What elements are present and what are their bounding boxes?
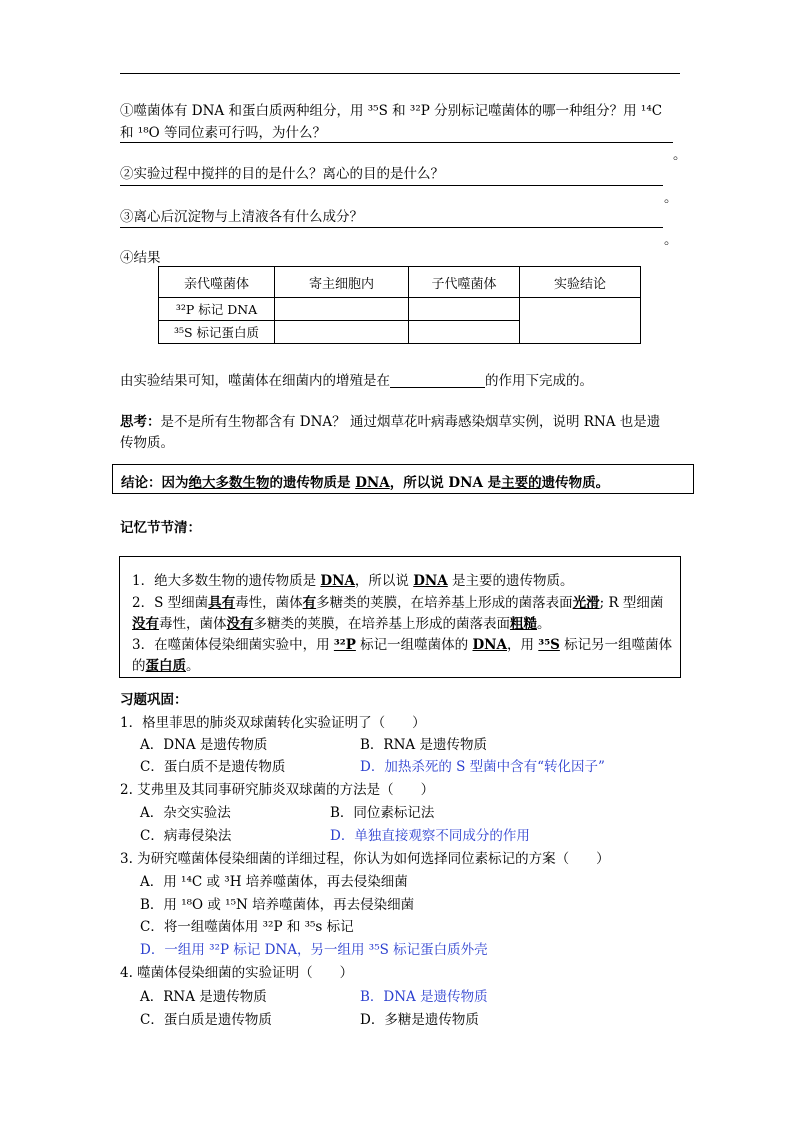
table-cell: [520, 298, 641, 344]
table-cell: [409, 298, 520, 321]
table-header: 子代噬菌体: [409, 267, 520, 298]
result-conclusion-text: 由实验结果可知，噬菌体在细菌内的增殖是在: [120, 373, 390, 389]
memory-text: 多糖类的荚膜，在培养基上形成的菌落表面: [316, 595, 573, 611]
memory-text: 。: [186, 658, 200, 674]
think-label: 思考：: [120, 414, 161, 430]
question-2: ②实验过程中搅拌的目的是什么？离心的目的是什么？: [120, 166, 444, 182]
header-rule: [120, 73, 680, 74]
memory-line-1: [132, 569, 574, 589]
conclusion-part: ，所以说 DNA 是: [389, 475, 502, 491]
answer-line-2-period: 。: [664, 190, 678, 206]
exercise-1: 1．格里菲思的肺炎双球菌转化实验证明了（ ）: [120, 715, 426, 731]
question-4-label: ④结果: [120, 250, 161, 266]
memory-text: 1．绝大多数生物的遗传物质是: [132, 573, 321, 589]
think-line-2: 传物质。: [120, 435, 174, 451]
memory-line-2: [132, 591, 663, 611]
exercise-2-option-c: C．病毒侵染法: [140, 828, 232, 844]
table-row-label: ³⁵S 标记蛋白质: [159, 321, 275, 344]
exercise-2: 2. 艾弗里及其同事研究肺炎双球菌的方法是（ ）: [120, 782, 435, 798]
memory-text: 毒性，菌体: [159, 616, 227, 632]
conclusion-underline: 主要的: [501, 475, 542, 491]
table-cell: [275, 321, 409, 344]
memory-key: 没有: [226, 616, 254, 632]
conclusion-part: 的遗传物质是: [269, 475, 356, 491]
memory-text: ，所以说: [354, 573, 414, 589]
conclusion-underline: 绝大多数生物: [188, 475, 270, 491]
exercises-title: 习题巩固：: [120, 692, 188, 708]
conclusion-part: 遗传物质。: [541, 475, 610, 491]
exercise-1-option-a: A．DNA 是遗传物质: [140, 737, 268, 753]
memory-text: 是主要的遗传物质。: [447, 573, 574, 589]
memory-line-4: [132, 633, 672, 653]
memory-text: ; R 型细菌: [599, 595, 664, 611]
exercise-4-option-a: A．RNA 是遗传物质: [140, 989, 267, 1005]
exercise-1-option-c: C．蛋白质不是遗传物质: [140, 759, 286, 775]
answer-line-1-period: 。: [673, 147, 687, 163]
answer-line-3: [120, 227, 663, 228]
result-conclusion: [120, 369, 593, 389]
table-cell: [409, 321, 520, 344]
conclusion-text: [121, 471, 609, 491]
exercise-3-option-a: A．用 ¹⁴C 或 ³H 培养噬菌体，再去侵染细菌: [140, 874, 408, 890]
memory-text: 2．S 型细菌: [132, 595, 209, 611]
table-header: 亲代噬菌体: [159, 267, 275, 298]
question-1-line-1: ①噬菌体有 DNA 和蛋白质两种组分，用 ³⁵S 和 ³²P 分别标记噬菌体的哪一种组分？用 ¹⁴C: [120, 103, 663, 119]
exercise-3-option-d: D．一组用 ³²P 标记 DNA，另一组用 ³⁵S 标记蛋白质外壳: [140, 942, 488, 958]
memory-key: ³²P: [333, 637, 356, 653]
exercise-4-option-c: C．蛋白质是遗传物质: [140, 1012, 272, 1028]
result-conclusion-text: 的作用下完成的。: [485, 373, 593, 389]
answer-line-1: [120, 142, 673, 143]
memory-text: 标记另一组噬菌体: [559, 637, 673, 653]
memory-text: 毒性，菌体: [235, 595, 303, 611]
memory-text: 多糖类的荚膜，在培养基上形成的菌落表面: [253, 616, 510, 632]
exercise-1-option-b: B．RNA 是遗传物质: [360, 737, 487, 753]
memory-text: 3．在噬菌体侵染细菌实验中，用: [132, 637, 334, 653]
exercise-2-option-d: D．单独直接观察不同成分的作用: [330, 828, 530, 844]
table-row-label: ³²P 标记 DNA: [159, 298, 275, 321]
memory-key: 没有: [132, 616, 159, 632]
exercise-4-option-b: B．DNA 是遗传物质: [360, 989, 488, 1005]
memory-text: ，用: [507, 637, 539, 653]
conclusion-part: 结论：因为: [121, 475, 189, 491]
table-header: 寄主细胞内: [275, 267, 409, 298]
memory-key: DNA: [472, 637, 507, 653]
exercise-3-option-b: B．用 ¹⁸O 或 ¹⁵N 培养噬菌体，再去侵染细菌: [140, 897, 415, 913]
fill-blank: [390, 373, 485, 388]
memory-key: 粗糙: [510, 616, 537, 632]
exercise-3: 3. 为研究噬菌体侵染细菌的详细过程，你认为如何选择同位素标记的方案（ ）: [120, 851, 610, 867]
memory-text: 。: [537, 616, 551, 632]
think-text: 是不是所有生物都含有 DNA？ 通过烟草花叶病毒感染烟草实例，说明 RNA 也是遗: [160, 414, 661, 430]
exercise-4-option-d: D．多糖是遗传物质: [360, 1012, 479, 1028]
conclusion-underline: DNA: [355, 475, 390, 491]
exercise-2-option-a: A．杂交实验法: [140, 805, 231, 821]
think-line-1: [120, 410, 660, 430]
table-header: 实验结论: [520, 267, 641, 298]
answer-line-2: [120, 185, 663, 186]
memory-key: ³⁵S: [538, 637, 560, 653]
memory-key: 有: [302, 595, 317, 611]
exercise-4: 4. 噬菌体侵染细菌的实验证明（ ）: [120, 965, 354, 981]
memory-key: 光滑: [572, 595, 600, 611]
exercise-2-option-b: B．同位素标记法: [330, 805, 435, 821]
memory-key: 蛋白质: [145, 658, 186, 674]
question-1-line-2: 和 ¹⁸O 等同位素可行吗，为什么？: [120, 125, 326, 141]
exercise-1-option-d: D．加热杀死的 S 型菌中含有“转化因子”: [360, 759, 605, 775]
memory-key: 具有: [208, 595, 236, 611]
table-cell: [275, 298, 409, 321]
memory-title: 记忆节节清：: [120, 520, 201, 536]
memory-text: 标记一组噬菌体的: [355, 637, 473, 653]
memory-key: DNA: [320, 573, 355, 589]
memory-line-5: [132, 654, 200, 674]
answer-line-3-period: 。: [664, 232, 678, 248]
memory-key: DNA: [413, 573, 448, 589]
exercise-3-option-c: C．将一组噬菌体用 ³²P 和 ³⁵s 标记: [140, 919, 354, 935]
question-3: ③离心后沉淀物与上清液各有什么成分？: [120, 209, 363, 225]
memory-text: 的: [132, 658, 146, 674]
result-table: [158, 266, 641, 344]
memory-line-3: [132, 612, 551, 632]
